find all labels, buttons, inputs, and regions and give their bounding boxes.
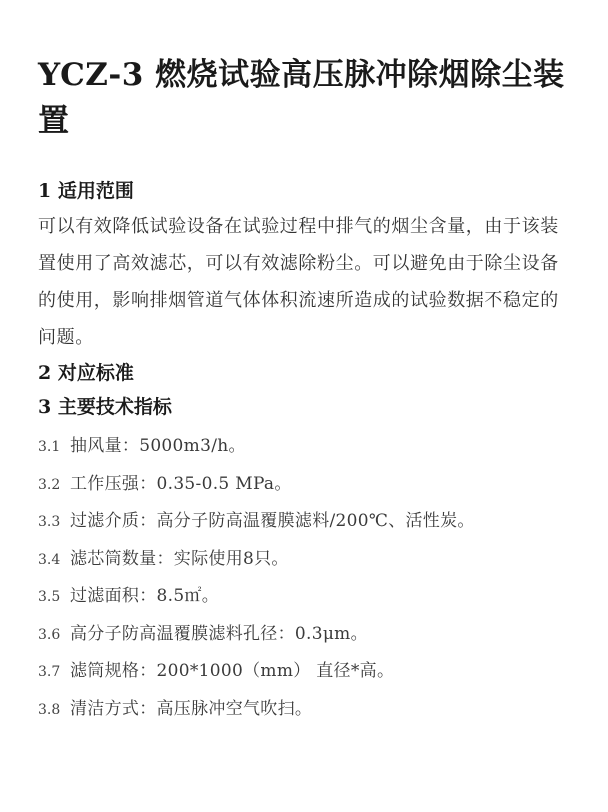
section-heading-specs: 3 主要技术指标 [38,396,172,418]
spec-number: 3.7 [38,664,61,680]
spec-item [38,503,570,541]
section-heading-standards: 2 对应标准 [38,362,134,384]
spec-number: 3.3 [38,514,61,530]
spec-item [38,578,570,616]
spec-number: 3.1 [38,439,61,455]
spec-item [38,541,570,579]
page-title: YCZ-3 燃烧试验高压脉冲除烟除尘装置 [38,57,565,139]
spec-number: 3.4 [38,551,61,568]
spec-text: 清洁方式：高压脉冲空气吹扫。 [70,698,313,719]
spec-text: 抽风量：5000m3/h。 [70,436,246,456]
spec-text: 滤筒规格：200*1000（mm） 直径*高。 [70,661,395,681]
spec-list [38,428,570,728]
spec-number: 3.5 [38,589,61,605]
spec-text: 过滤介质：高分子防高温覆膜滤料/200℃、活性炭。 [70,511,475,531]
section-heading-scope: 1 适用范围 [38,180,134,202]
spec-text: 工作压强：0.35-0.5 MPa。 [70,473,292,494]
spec-item [38,616,570,654]
spec-item [38,691,570,729]
spec-text: 过滤面积：8.5㎡。 [70,586,220,606]
spec-text: 高分子防高温覆膜滤料孔径：0.3μm。 [70,623,368,644]
spec-number: 3.8 [38,701,61,718]
spec-item [38,428,570,466]
spec-number: 3.6 [38,626,61,643]
spec-number: 3.2 [38,476,61,493]
spec-text: 滤芯筒数量：实际使用8只。 [70,548,289,569]
spec-item [38,466,570,504]
spec-item [38,653,570,691]
scope-paragraph: 可以有效降低试验设备在试验过程中排气的烟尘含量，由于该装置使用了高效滤芯，可以有效滤除粉尘。可以避免由于除尘设备的使用，影响排烟管道气体体积流速所造成的试验数据不稳定的问题。 [38,216,559,348]
